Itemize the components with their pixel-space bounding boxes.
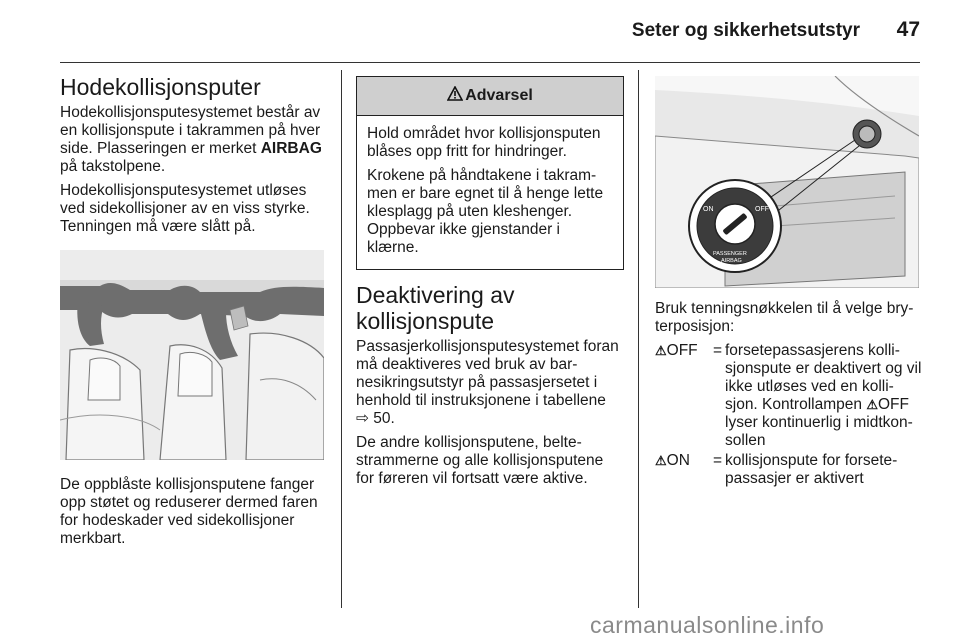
paragraph-other-airbags: De andre kollisjonsputene, belte-strammerne og alle kollisjonsputene for føreren vil fortsatt være aktive. — [356, 434, 604, 487]
warning-paragraph-1: Hold området hvor kollisjonsputen blåses opp fritt for hindringer. — [367, 125, 601, 160]
page-reference-arrow-icon: ⇨ — [356, 410, 369, 427]
page-header-title: Seter og sikkerhetsutstyr — [631, 20, 860, 41]
airbag-switch-illustration — [655, 76, 919, 288]
left-column — [60, 74, 328, 554]
header-divider — [60, 62, 920, 63]
warning-paragraph-2: Krokene på håndtakene i takram-men er bare egnet til å henge lette klesplagg på uten kleshenger. Oppbevar ikke gjenstander i klærne. — [367, 167, 604, 256]
section-heading-deactivation: Deaktivering av kollisjonspute — [356, 282, 515, 334]
airbag-off-icon: ⚠ — [655, 343, 667, 358]
switch-intro: Bruk tenningsnøkkelen til å velge bry-terposisjon: — [655, 300, 914, 335]
car-interior-drawing — [60, 250, 324, 460]
paragraph-child-seat: Passasjerkollisjonsputesystemet foran må deaktiveres ved bruk av bar-nesikringsutstyr på passasjersetet i henhold til instruksjonene i tabellene ⇨ 50. — [356, 338, 619, 427]
switch-positions-table — [655, 342, 923, 490]
paragraph-airbag-trigger: Hodekollisjonsputesystemet utløses ved sidekollisjoner av en viss styrke. Tenningen må være slått på. — [60, 182, 310, 235]
switch-label-off: OFF — [755, 206, 769, 213]
position-key-off: ⚠OFF — [655, 342, 698, 359]
equals-sign: = — [713, 342, 723, 359]
section-heading-head-airbags: Hodekollisjonsputer — [60, 74, 261, 100]
switch-label-passenger: PASSENGER — [713, 251, 747, 257]
page-number: 47 — [896, 18, 920, 41]
warning-box — [356, 76, 624, 270]
paragraph-airbag-location: Hodekollisjonsputesystemet består av en kollisjonspute i takrammen på hver side. Plasseringen er merket AIRBAG på takstolpene. — [60, 104, 322, 175]
page-reference[interactable]: 50. — [369, 410, 395, 427]
switch-label-airbag: AIRBAG — [721, 258, 742, 264]
position-description-on: kollisjonspute for forsete-passasjer er aktivert — [725, 452, 898, 487]
airbag-on-icon: ⚠ — [655, 453, 667, 468]
site-watermark: carmanualsonline.info — [590, 612, 825, 638]
switch-label-on: ON — [703, 206, 714, 213]
warning-body — [357, 116, 623, 269]
position-description-off: forsetepassasjerens kolli-sjonspute er deaktivert og vil ikke utløses ved en kolli-sjon. Kontrollampen ⚠OFF lyser kontinuerlig i midtkon-sollen — [725, 342, 922, 449]
warning-title: Advarsel — [465, 87, 533, 104]
table-row — [655, 452, 923, 490]
warning-header — [357, 77, 623, 116]
warning-triangle-icon — [447, 86, 463, 106]
position-key-on: ⚠ON — [655, 452, 690, 469]
middle-column — [356, 74, 624, 494]
airbag-off-icon: ⚠ — [866, 397, 878, 412]
right-column — [655, 74, 923, 490]
dashboard-switch-drawing — [655, 76, 919, 288]
table-row — [655, 342, 923, 452]
curtain-airbag-illustration — [60, 250, 324, 460]
column-divider-right — [638, 70, 639, 608]
illustration-caption: De oppblåste kollisjonsputene fanger opp støtet og reduserer dermed faren for hodeskader ved sidekollisjoner merkbart. — [60, 476, 318, 547]
column-divider-left — [341, 70, 342, 608]
equals-sign: = — [713, 452, 723, 469]
